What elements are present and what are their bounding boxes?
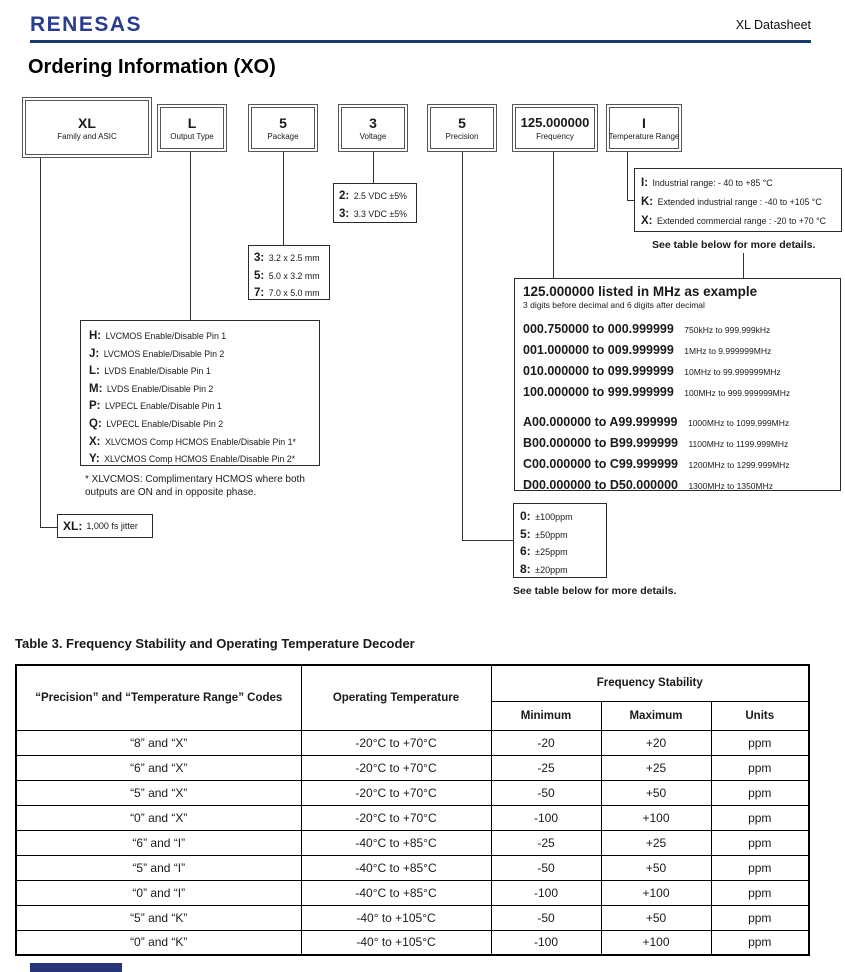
cell-units: ppm (711, 805, 809, 830)
cell-minimum: -20 (491, 730, 601, 755)
frequency-range: C00.000000 to C99.999999 (523, 457, 678, 471)
code-key: 6: (520, 544, 531, 558)
code-key: H: (89, 330, 102, 342)
renesas-logo: RENESAS (30, 13, 143, 36)
frequency-callout (514, 278, 841, 491)
code-key: M: (89, 382, 103, 395)
frequency-range-desc: 1200MHz to 1299.999MHz (688, 460, 790, 470)
code-key: K: (641, 196, 654, 208)
cell-maximum: +50 (601, 905, 711, 930)
document-title: XL Datasheet (735, 18, 811, 32)
cell-operating-temperature: -20°C to +70°C (301, 805, 491, 830)
cell-units: ppm (711, 755, 809, 780)
cell-minimum: -25 (491, 830, 601, 855)
part-box-voltage (338, 104, 408, 152)
cell-codes: “0” and “K” (16, 930, 301, 955)
cell-codes: “5” and “I” (16, 855, 301, 880)
cell-maximum: +100 (601, 805, 711, 830)
frequency-range-desc: 100MHz to 999.999999MHz (684, 388, 791, 398)
frequency-range: A00.000000 to A99.999999 (523, 415, 678, 429)
cell-maximum: +25 (601, 755, 711, 780)
part-label: Frequency (536, 132, 574, 141)
cell-maximum: +100 (601, 930, 711, 955)
frequency-ranges-high (523, 412, 832, 496)
code-text: 2.5 VDC ±5% (353, 191, 407, 201)
code-text: Extended industrial range : -40 to +105 °C (657, 197, 822, 207)
code-key: XL: (63, 519, 83, 533)
part-value: 125.000000 (520, 115, 590, 130)
code-key: Q: (89, 417, 102, 430)
connector-line (743, 253, 744, 278)
code-key: 5: (254, 269, 265, 282)
cell-minimum: -50 (491, 855, 601, 880)
cell-minimum: -100 (491, 805, 601, 830)
code-text: ±100ppm (535, 512, 573, 522)
code-key: L: (89, 365, 100, 378)
table-row (16, 905, 809, 930)
part-label: Temperature Range (608, 132, 680, 141)
connector-line (627, 152, 628, 200)
code-key: J: (89, 347, 100, 360)
temperature-see-table-note: See table below for more details. (652, 239, 816, 251)
connector-line (553, 152, 554, 278)
cell-codes: “6” and “X” (16, 755, 301, 780)
connector-line (40, 527, 57, 528)
code-text: 5.0 x 3.2 mm (268, 270, 320, 281)
table-row (16, 880, 809, 905)
cell-units: ppm (711, 880, 809, 905)
cell-operating-temperature: -20°C to +70°C (301, 730, 491, 755)
code-text: ±25ppm (535, 547, 568, 557)
cell-maximum: +20 (601, 730, 711, 755)
code-text: LVPECL Enable/Disable Pin 2 (106, 418, 224, 429)
xl-jitter-callout (57, 514, 153, 538)
header-rule (30, 40, 811, 43)
cell-units: ppm (711, 930, 809, 955)
column-header-maximum: Maximum (601, 701, 711, 730)
code-key: 2: (339, 190, 350, 202)
frequency-range-desc: 1300MHz to 1350MHz (688, 481, 774, 491)
cell-operating-temperature: -40°C to +85°C (301, 880, 491, 905)
cell-maximum: +50 (601, 855, 711, 880)
frequency-ranges-low (523, 319, 832, 403)
cell-units: ppm (711, 830, 809, 855)
table-row (16, 805, 809, 830)
part-value: XL (78, 114, 96, 131)
column-header-minimum: Minimum (491, 701, 601, 730)
part-label: Family and ASIC (57, 131, 117, 141)
cell-minimum: -100 (491, 880, 601, 905)
cell-codes: “0” and “I” (16, 880, 301, 905)
frequency-range: B00.000000 to B99.999999 (523, 436, 678, 450)
frequency-range: 010.000000 to 099.999999 (523, 364, 674, 378)
cell-operating-temperature: -40° to +105°C (301, 905, 491, 930)
table-row (16, 830, 809, 855)
voltage-callout (333, 183, 417, 223)
column-header-frequency-stability: Frequency Stability (491, 665, 809, 701)
part-box-precision (427, 104, 497, 152)
code-text: LVCMOS Enable/Disable Pin 2 (103, 348, 225, 359)
code-key: Y: (89, 453, 100, 466)
column-header-operating-temperature: Operating Temperature (301, 665, 491, 730)
frequency-range: D00.000000 to D50.000000 (523, 478, 678, 492)
table-row (16, 855, 809, 880)
connector-line (283, 152, 284, 245)
part-box-family (22, 97, 152, 158)
cell-maximum: +25 (601, 830, 711, 855)
code-text: LVDS Enable/Disable Pin 2 (106, 383, 214, 394)
page-title: Ordering Information (XO) (28, 56, 276, 78)
cell-codes: “5” and “X” (16, 780, 301, 805)
connector-line (190, 152, 191, 320)
code-key: P: (89, 400, 101, 413)
connector-line (373, 152, 374, 183)
cell-minimum: -50 (491, 780, 601, 805)
code-text: LVPECL Enable/Disable Pin 1 (104, 401, 222, 412)
frequency-range: 001.000000 to 009.999999 (523, 343, 674, 357)
cell-units: ppm (711, 730, 809, 755)
cell-codes: “0” and “X” (16, 805, 301, 830)
table3 (15, 664, 810, 956)
footnote-line: * XLVCMOS: Complimentary HCMOS where both (85, 474, 305, 485)
code-key: X: (89, 435, 101, 448)
frequency-example-title: 125.000000 listed in MHz as example (523, 284, 758, 299)
connector-line (40, 158, 41, 527)
cell-units: ppm (711, 780, 809, 805)
table-row (16, 780, 809, 805)
part-box-output-type (157, 104, 227, 152)
frequency-range-desc: 1100MHz to 1199.999MHz (688, 439, 789, 449)
code-text: 3.3 VDC ±5% (353, 208, 407, 219)
part-box-temperature-range (606, 104, 682, 152)
code-key: I: (641, 177, 649, 189)
cell-codes: “6” and “I” (16, 830, 301, 855)
code-key: 5: (520, 526, 531, 541)
cell-operating-temperature: -20°C to +70°C (301, 755, 491, 780)
cell-maximum: +100 (601, 880, 711, 905)
part-value: 3 (369, 115, 377, 131)
connector-line (462, 540, 513, 541)
code-text: 3.2 x 2.5 mm (268, 253, 320, 263)
cell-units: ppm (711, 855, 809, 880)
cell-minimum: -100 (491, 930, 601, 955)
part-label: Output Type (170, 132, 214, 141)
code-key: 3: (339, 207, 350, 220)
code-key: X: (641, 215, 653, 227)
package-callout (248, 245, 330, 300)
cell-codes: “8” and “X” (16, 730, 301, 755)
precision-callout (513, 503, 607, 578)
code-key: 3: (254, 252, 265, 264)
part-value: L (187, 115, 197, 131)
frequency-range-desc: 1MHz to 9.999999MHz (684, 346, 772, 356)
frequency-range-desc: 10MHz to 99.999999MHz (684, 367, 781, 377)
cell-codes: “5” and “K” (16, 905, 301, 930)
code-text: 7.0 x 5.0 mm (268, 288, 320, 298)
table-row (16, 730, 809, 755)
cell-operating-temperature: -40°C to +85°C (301, 855, 491, 880)
cell-maximum: +50 (601, 780, 711, 805)
code-text: LVDS Enable/Disable Pin 1 (104, 366, 211, 377)
part-value: 5 (458, 115, 466, 131)
code-text: Extended commercial range : -20 to +70 °C (656, 216, 826, 226)
frequency-range-desc: 750kHz to 999.999kHz (684, 325, 771, 335)
code-key: 0: (520, 509, 531, 523)
frequency-range: 100.000000 to 999.999999 (523, 385, 674, 399)
table3-title: Table 3. Frequency Stability and Operating Temperature Decoder (15, 636, 415, 651)
footnote-line: outputs are ON and in opposite phase. (85, 487, 257, 498)
code-text: ±50ppm (535, 529, 568, 540)
code-text: 1,000 fs jitter (86, 521, 138, 531)
cell-minimum: -50 (491, 905, 601, 930)
code-key: 7: (254, 287, 265, 299)
column-header-codes: “Precision” and “Temperature Range” Codes (16, 665, 301, 730)
connector-line (627, 200, 634, 201)
code-text: LVCMOS Enable/Disable Pin 1 (105, 331, 227, 341)
connector-line (462, 152, 463, 541)
output-type-callout (80, 320, 320, 466)
temperature-range-callout (634, 168, 842, 232)
xlvcmos-footnote (85, 473, 305, 499)
column-header-units: Units (711, 701, 809, 730)
cell-minimum: -25 (491, 755, 601, 780)
table-row (16, 930, 809, 955)
frequency-range: 000.750000 to 000.999999 (523, 322, 674, 336)
code-key: 8: (520, 561, 531, 576)
code-text: ±20ppm (535, 564, 568, 575)
cell-operating-temperature: -40°C to +85°C (301, 830, 491, 855)
code-text: XLVCMOS Comp HCMOS Enable/Disable Pin 1* (104, 436, 296, 447)
part-label: Package (267, 132, 299, 141)
cell-operating-temperature: -40° to +105°C (301, 930, 491, 955)
cell-units: ppm (711, 905, 809, 930)
part-label: Precision (445, 132, 479, 141)
footer-blue-block (30, 963, 122, 972)
cell-operating-temperature: -20°C to +70°C (301, 780, 491, 805)
code-text: Industrial range: - 40 to +85 °C (652, 178, 773, 188)
code-text: XLVCMOS Comp HCMOS Enable/Disable Pin 2* (104, 454, 296, 465)
frequency-range-desc: 1000MHz to 1099.999MHz (687, 418, 790, 428)
part-value: 5 (279, 115, 287, 131)
part-label: Voltage (359, 132, 387, 141)
part-value: I (642, 115, 646, 131)
part-box-frequency (512, 104, 598, 152)
frequency-example-subtitle: 3 digits before decimal and 6 digits after decimal (523, 300, 705, 310)
precision-see-table-note: See table below for more details. (513, 585, 677, 597)
part-box-package (248, 104, 318, 152)
table-row (16, 755, 809, 780)
